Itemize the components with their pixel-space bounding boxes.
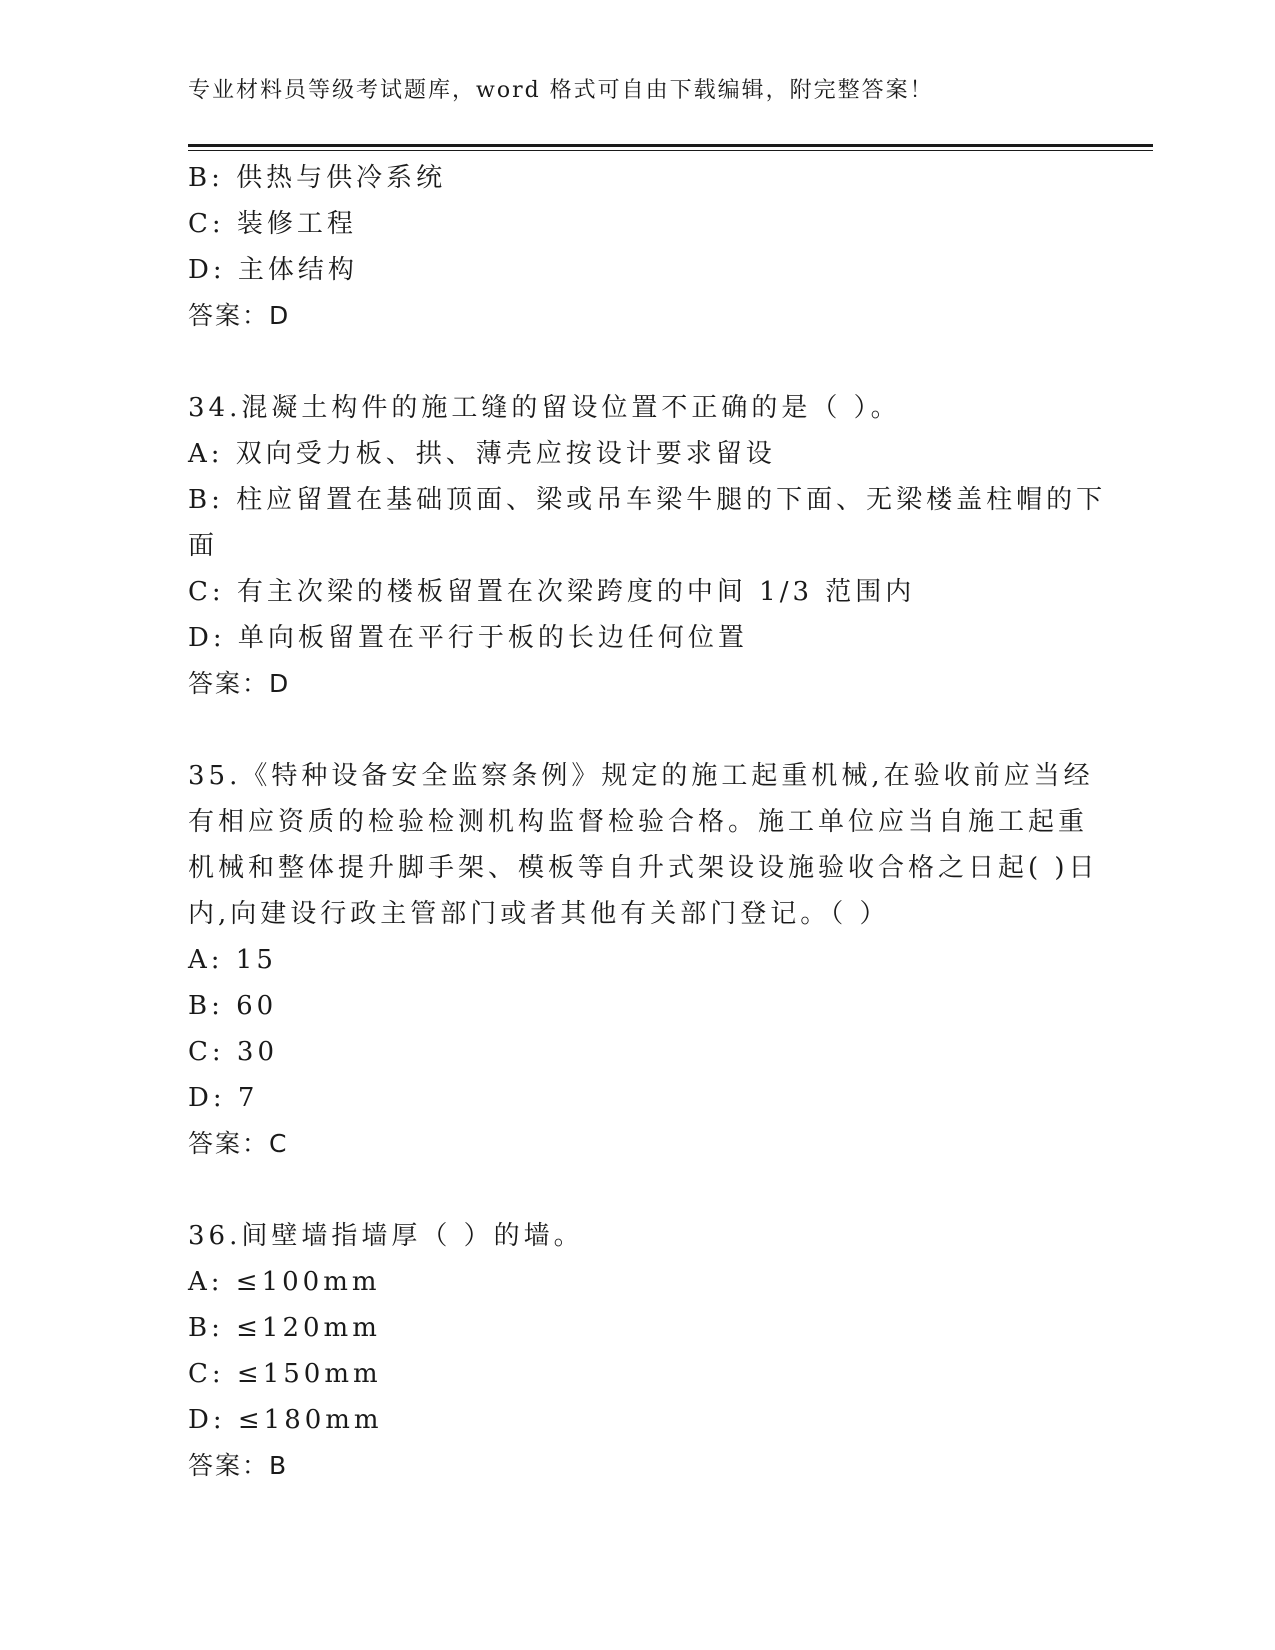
question-stem: 36.间壁墙指墙厚（ ）的墙。 [188, 1221, 584, 1251]
answer: 答案：B [188, 1451, 289, 1480]
option-a: A: 15 [188, 945, 277, 975]
option-a: A: 双向受力板、拱、薄壳应按设计要求留设 [188, 439, 776, 469]
page-header: 专业材料员等级考试题库，word 格式可自由下载编辑，附完整答案！ [188, 78, 934, 103]
answer: 答案：D [188, 301, 291, 330]
question-34 [188, 385, 1107, 707]
option-d: D: 主体结构 [188, 255, 358, 285]
header-rule-thin [188, 150, 1153, 151]
option-b: B: 柱应留置在基础顶面、梁或吊车梁牛腿的下面、无梁楼盖柱帽的下 [188, 485, 1107, 515]
question-36 [188, 1213, 1088, 1489]
option-b-continued: 面 [188, 531, 219, 561]
question-35 [188, 753, 1099, 1167]
option-d: D: 单向板留置在平行于板的长边任何位置 [188, 623, 748, 653]
option-b: B: ≤120mm [188, 1313, 381, 1343]
option-d: D: 7 [188, 1083, 259, 1113]
question-33-tail [188, 155, 1088, 339]
header-rule-thick [188, 144, 1153, 147]
option-b: B: 60 [188, 991, 278, 1021]
question-content [188, 155, 1107, 1489]
option-c: C: 有主次梁的楼板留置在次梁跨度的中间 1/3 范围内 [188, 577, 916, 607]
option-b: B: 供热与供冷系统 [188, 163, 447, 193]
question-stem-line-3: 机械和整体提升脚手架、模板等自升式架设设施验收合格之日起( )日 [188, 853, 1099, 883]
option-c: C: 装修工程 [188, 209, 357, 239]
answer: 答案：D [188, 669, 291, 698]
option-c: C: 30 [188, 1037, 279, 1067]
question-stem-line-4: 内,向建设行政主管部门或者其他有关部门登记。（ ） [188, 899, 890, 929]
question-stem-line-1: 35.《特种设备安全监察条例》规定的施工起重机械,在验收前应当经 [188, 761, 1094, 791]
answer: 答案：C [188, 1129, 289, 1158]
question-stem-line-2: 有相应资质的检验检测机构监督检验合格。施工单位应当自施工起重 [188, 807, 1089, 837]
question-stem: 34.混凝土构件的施工缝的留设位置不正确的是（ ）。 [188, 393, 901, 423]
option-a: A: ≤100mm [188, 1267, 381, 1297]
option-d: D: ≤180mm [188, 1405, 383, 1435]
option-c: C: ≤150mm [188, 1359, 382, 1389]
